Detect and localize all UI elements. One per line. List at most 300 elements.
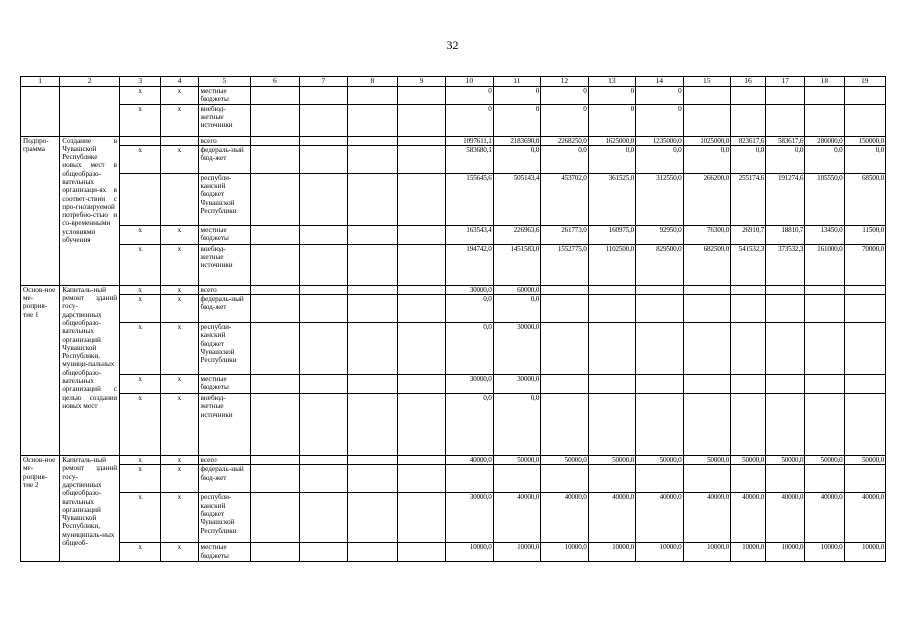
code-cell: x (161, 375, 198, 394)
empty-cell (397, 456, 446, 465)
empty-cell (299, 145, 348, 173)
value-cell (588, 285, 635, 294)
empty-cell (299, 136, 348, 145)
value-cell (636, 295, 683, 323)
value-cell: 30000,0 (493, 323, 540, 375)
value-cell: 50000,0 (493, 456, 540, 465)
value-cell: 823617,6 (731, 136, 766, 145)
value-cell (766, 285, 805, 294)
value-cell (844, 87, 885, 105)
code-cell: x (120, 285, 161, 294)
value-cell (636, 465, 683, 493)
program-type-cell: Основ-ное ме-роприя-тие 1 (21, 285, 60, 455)
empty-cell (299, 493, 348, 543)
value-cell: 0,0 (731, 145, 766, 173)
value-cell: 0 (541, 104, 588, 136)
table-body (21, 77, 886, 562)
value-cell: 40000,0 (588, 493, 635, 543)
value-cell (636, 375, 683, 394)
header-cell: 13 (588, 77, 635, 87)
funding-source-cell: всего (198, 136, 251, 145)
empty-cell (348, 456, 398, 465)
header-cell: 6 (251, 77, 300, 87)
table-row (21, 173, 886, 225)
empty-cell (397, 87, 446, 105)
header-cell: 9 (397, 77, 446, 87)
empty-cell (299, 285, 348, 294)
empty-cell (397, 465, 446, 493)
header-cell: 17 (766, 77, 805, 87)
code-cell (161, 173, 198, 225)
code-cell: x (120, 145, 161, 173)
header-cell: 5 (198, 77, 251, 87)
funding-source-cell: республи-канский бюджет Чувашской Республики (198, 493, 251, 543)
value-cell: 1625000,0 (588, 136, 635, 145)
value-cell: 0,0 (805, 145, 844, 173)
empty-cell (251, 145, 300, 173)
funding-source-cell: внебюд-жетные источники (198, 394, 251, 456)
value-cell (731, 323, 766, 375)
value-cell: 0,0 (493, 394, 540, 456)
funding-source-cell: местные бюджеты (198, 375, 251, 394)
empty-cell (299, 323, 348, 375)
table-row (21, 244, 886, 285)
value-cell: 0,0 (493, 295, 540, 323)
table-row (21, 493, 886, 543)
empty-cell (348, 465, 398, 493)
value-cell (844, 295, 885, 323)
value-cell: 1097611,1 (446, 136, 493, 145)
empty-cell (299, 543, 348, 562)
code-cell: x (161, 493, 198, 543)
value-cell: 0,0 (446, 323, 493, 375)
value-cell (588, 323, 635, 375)
value-cell (731, 295, 766, 323)
value-cell: 150000,0 (844, 136, 885, 145)
funding-source-cell: республи-канский бюджет Чувашской Республики (198, 323, 251, 375)
empty-cell (251, 465, 300, 493)
value-cell (683, 465, 730, 493)
code-cell: x (161, 244, 198, 285)
value-cell: 583617,6 (766, 136, 805, 145)
value-cell: 0 (446, 104, 493, 136)
empty-cell (251, 493, 300, 543)
value-cell (844, 394, 885, 456)
value-cell (805, 104, 844, 136)
program-type-cell (21, 87, 60, 137)
header-cell: 12 (541, 77, 588, 87)
value-cell: 226963,6 (493, 225, 540, 244)
code-cell (161, 136, 198, 145)
value-cell (805, 375, 844, 394)
header-cell: 16 (731, 77, 766, 87)
header-cell: 18 (805, 77, 844, 87)
table-row (21, 225, 886, 244)
code-cell: x (161, 145, 198, 173)
empty-cell (397, 244, 446, 285)
funding-source-cell: федераль-ный бюд-жет (198, 465, 251, 493)
empty-cell (397, 295, 446, 323)
value-cell (805, 285, 844, 294)
code-cell: x (161, 225, 198, 244)
value-cell: 255174,6 (731, 173, 766, 225)
code-cell: x (120, 375, 161, 394)
funding-source-cell: федераль-ный бюд-жет (198, 295, 251, 323)
value-cell (541, 375, 588, 394)
value-cell: 10000,0 (493, 543, 540, 562)
table-row (21, 285, 886, 294)
empty-cell (348, 87, 398, 105)
empty-cell (397, 104, 446, 136)
empty-cell (299, 87, 348, 105)
value-cell: 50000,0 (766, 456, 805, 465)
value-cell (844, 104, 885, 136)
header-cell: 15 (683, 77, 730, 87)
value-cell: 1025000,0 (683, 136, 730, 145)
value-cell (493, 465, 540, 493)
budget-table (20, 76, 886, 562)
value-cell: 10000,0 (844, 543, 885, 562)
value-cell: 682500,0 (683, 244, 730, 285)
value-cell: 829500,0 (636, 244, 683, 285)
header-cell: 7 (299, 77, 348, 87)
code-cell: x (120, 225, 161, 244)
program-name-cell: Капиталь-ный ремонт зданий госу-дарственных общеобразо-вательных организаций Чувашской Республики, муниципаль-ных общеоб- (60, 456, 120, 562)
empty-cell (299, 456, 348, 465)
value-cell (844, 375, 885, 394)
code-cell (120, 173, 161, 225)
value-cell (683, 394, 730, 456)
header-cell: 14 (636, 77, 683, 87)
value-cell: 280000,0 (805, 136, 844, 145)
code-cell: x (161, 295, 198, 323)
value-cell: 0,0 (493, 145, 540, 173)
value-cell: 68500,0 (844, 173, 885, 225)
value-cell: 160975,0 (588, 225, 635, 244)
value-cell: 261773,0 (541, 225, 588, 244)
value-cell (636, 285, 683, 294)
empty-cell (251, 87, 300, 105)
value-cell: 1552775,0 (541, 244, 588, 285)
value-cell: 50000,0 (588, 456, 635, 465)
value-cell: 10000,0 (731, 543, 766, 562)
program-name-cell: Создание в Чувашской Республике новых мест в общеобразо-вательных организаци-ях в соответ-ствии с про-гнозируемой потребно-стью и со-временными условиями обучения (60, 136, 120, 285)
value-cell: 1235000,0 (636, 136, 683, 145)
empty-cell (251, 543, 300, 562)
value-cell: 40000,0 (446, 456, 493, 465)
value-cell: 40000,0 (541, 493, 588, 543)
table-row (21, 295, 886, 323)
empty-cell (251, 173, 300, 225)
value-cell (541, 394, 588, 456)
empty-cell (251, 285, 300, 294)
value-cell: 10000,0 (805, 543, 844, 562)
value-cell: 541532,3 (731, 244, 766, 285)
funding-source-cell: федераль-ный бюд-жет (198, 145, 251, 173)
value-cell: 11500,0 (844, 225, 885, 244)
value-cell (805, 394, 844, 456)
table-row (21, 465, 886, 493)
value-cell: 583680,1 (446, 145, 493, 173)
value-cell (731, 375, 766, 394)
empty-cell (397, 145, 446, 173)
value-cell: 26910,7 (731, 225, 766, 244)
empty-cell (299, 295, 348, 323)
value-cell: 10000,0 (683, 543, 730, 562)
value-cell: 0 (588, 87, 635, 105)
value-cell (683, 323, 730, 375)
value-cell: 0,0 (541, 145, 588, 173)
program-name-cell (60, 87, 120, 137)
value-cell (766, 465, 805, 493)
empty-cell (397, 285, 446, 294)
empty-cell (397, 375, 446, 394)
value-cell (844, 465, 885, 493)
value-cell (805, 323, 844, 375)
value-cell: 0,0 (588, 145, 635, 173)
code-cell: x (161, 394, 198, 456)
value-cell: 1102500,0 (588, 244, 635, 285)
value-cell: 40000,0 (844, 493, 885, 543)
value-cell (766, 394, 805, 456)
program-type-cell: Основ-ное ме-роприя-тие 2 (21, 456, 60, 562)
header-cell: 2 (60, 77, 120, 87)
value-cell: 40000,0 (683, 493, 730, 543)
empty-cell (397, 225, 446, 244)
value-cell: 155645,6 (446, 173, 493, 225)
empty-cell (348, 145, 398, 173)
value-cell (766, 375, 805, 394)
empty-cell (348, 493, 398, 543)
code-cell: x (120, 493, 161, 543)
value-cell (805, 87, 844, 105)
value-cell (683, 285, 730, 294)
code-cell: x (161, 285, 198, 294)
value-cell (805, 295, 844, 323)
code-cell: x (120, 104, 161, 136)
table-row (21, 375, 886, 394)
code-cell: x (120, 394, 161, 456)
value-cell (844, 285, 885, 294)
code-cell: x (120, 244, 161, 285)
value-cell (683, 87, 730, 105)
value-cell (446, 465, 493, 493)
value-cell: 40000,0 (493, 493, 540, 543)
code-cell: x (161, 456, 198, 465)
value-cell: 10000,0 (541, 543, 588, 562)
value-cell (731, 285, 766, 294)
value-cell: 373532,3 (766, 244, 805, 285)
value-cell: 1451583,0 (493, 244, 540, 285)
empty-cell (348, 323, 398, 375)
empty-cell (397, 136, 446, 145)
code-cell: x (120, 456, 161, 465)
value-cell (683, 375, 730, 394)
funding-source-cell: местные бюджеты (198, 87, 251, 105)
value-cell: 453702,0 (541, 173, 588, 225)
value-cell (731, 104, 766, 136)
code-cell (120, 136, 161, 145)
value-cell: 0 (541, 87, 588, 105)
code-cell: x (120, 465, 161, 493)
value-cell (731, 465, 766, 493)
value-cell (588, 295, 635, 323)
value-cell: 0 (636, 87, 683, 105)
code-cell: x (120, 295, 161, 323)
value-cell: 50000,0 (844, 456, 885, 465)
table-row (21, 104, 886, 136)
empty-cell (348, 375, 398, 394)
code-cell: x (161, 465, 198, 493)
empty-cell (251, 295, 300, 323)
empty-cell (348, 104, 398, 136)
funding-source-cell: местные бюджеты (198, 543, 251, 562)
empty-cell (251, 323, 300, 375)
value-cell: 361525,0 (588, 173, 635, 225)
empty-cell (348, 136, 398, 145)
value-cell (588, 375, 635, 394)
page-number: 32 (446, 38, 459, 52)
value-cell: 191274,6 (766, 173, 805, 225)
empty-cell (251, 136, 300, 145)
table-row (21, 323, 886, 375)
value-cell (683, 104, 730, 136)
empty-cell (251, 225, 300, 244)
value-cell (541, 285, 588, 294)
value-cell: 40000,0 (766, 493, 805, 543)
code-cell: x (120, 87, 161, 105)
header-cell: 11 (493, 77, 540, 87)
empty-cell (251, 456, 300, 465)
value-cell: 0 (588, 104, 635, 136)
empty-cell (251, 244, 300, 285)
header-cell: 10 (446, 77, 493, 87)
funding-source-cell: внебюд-жетные источники (198, 104, 251, 136)
value-cell: 50000,0 (805, 456, 844, 465)
empty-cell (348, 295, 398, 323)
value-cell (588, 465, 635, 493)
value-cell (731, 394, 766, 456)
empty-cell (348, 543, 398, 562)
value-cell: 40000,0 (636, 493, 683, 543)
funding-source-cell: местные бюджеты (198, 225, 251, 244)
value-cell: 76300,0 (683, 225, 730, 244)
empty-cell (397, 173, 446, 225)
value-cell (541, 295, 588, 323)
value-cell: 30000,0 (446, 493, 493, 543)
header-cell: 1 (21, 77, 60, 87)
value-cell: 18810,7 (766, 225, 805, 244)
value-cell: 50000,0 (636, 456, 683, 465)
table-row (21, 394, 886, 456)
funding-source-cell: всего (198, 456, 251, 465)
empty-cell (348, 285, 398, 294)
empty-cell (251, 104, 300, 136)
value-cell: 0,0 (446, 295, 493, 323)
value-cell: 0 (636, 104, 683, 136)
value-cell: 163543,4 (446, 225, 493, 244)
value-cell: 0,0 (683, 145, 730, 173)
empty-cell (299, 465, 348, 493)
empty-cell (299, 225, 348, 244)
value-cell (636, 323, 683, 375)
program-name-cell: Капиталь-ный ремонт зданий госу-дарственных общеобразо-вательных организаций Чувашской Республики, муници-пальных общеобразо-вательных организаций с целью создания новых мест (60, 285, 120, 455)
value-cell (683, 295, 730, 323)
value-cell (766, 104, 805, 136)
empty-cell (299, 244, 348, 285)
table-row (21, 145, 886, 173)
value-cell: 40000,0 (731, 493, 766, 543)
funding-source-cell: республи-канский бюджет Чувашской Республики (198, 173, 251, 225)
value-cell: 50000,0 (541, 456, 588, 465)
value-cell: 60000,0 (493, 285, 540, 294)
value-cell: 0,0 (636, 145, 683, 173)
funding-source-cell: внебюд-жетные источники (198, 244, 251, 285)
empty-cell (397, 323, 446, 375)
header-row (21, 77, 886, 87)
value-cell: 0,0 (844, 145, 885, 173)
empty-cell (348, 394, 398, 456)
header-cell: 19 (844, 77, 885, 87)
value-cell: 70000,0 (844, 244, 885, 285)
empty-cell (299, 394, 348, 456)
empty-cell (299, 173, 348, 225)
empty-cell (299, 104, 348, 136)
value-cell: 50000,0 (731, 456, 766, 465)
value-cell (805, 465, 844, 493)
funding-source-cell: всего (198, 285, 251, 294)
header-cell: 8 (348, 77, 398, 87)
value-cell: 2183690,0 (493, 136, 540, 145)
value-cell: 0 (446, 87, 493, 105)
value-cell (588, 394, 635, 456)
value-cell: 10000,0 (588, 543, 635, 562)
empty-cell (251, 375, 300, 394)
value-cell: 10000,0 (766, 543, 805, 562)
empty-cell (348, 173, 398, 225)
value-cell: 40000,0 (805, 493, 844, 543)
empty-cell (299, 375, 348, 394)
value-cell (766, 87, 805, 105)
value-cell: 0 (493, 87, 540, 105)
value-cell: 266200,0 (683, 173, 730, 225)
value-cell: 0 (493, 104, 540, 136)
value-cell: 312550,0 (636, 173, 683, 225)
value-cell: 30000,0 (446, 285, 493, 294)
value-cell (766, 295, 805, 323)
value-cell: 30000,0 (493, 375, 540, 394)
program-type-cell: Подпро-грамма (21, 136, 60, 285)
value-cell: 0,0 (446, 394, 493, 456)
table-row (21, 136, 886, 145)
value-cell: 2268250,0 (541, 136, 588, 145)
code-cell: x (161, 104, 198, 136)
table-row (21, 543, 886, 562)
code-cell: x (120, 323, 161, 375)
value-cell (766, 323, 805, 375)
value-cell (541, 323, 588, 375)
header-cell: 3 (120, 77, 161, 87)
value-cell (731, 87, 766, 105)
value-cell: 92950,0 (636, 225, 683, 244)
header-cell: 4 (161, 77, 198, 87)
table-row (21, 87, 886, 105)
value-cell: 161000,0 (805, 244, 844, 285)
value-cell: 0,0 (766, 145, 805, 173)
code-cell: x (161, 543, 198, 562)
value-cell: 50000,0 (683, 456, 730, 465)
empty-cell (251, 394, 300, 456)
